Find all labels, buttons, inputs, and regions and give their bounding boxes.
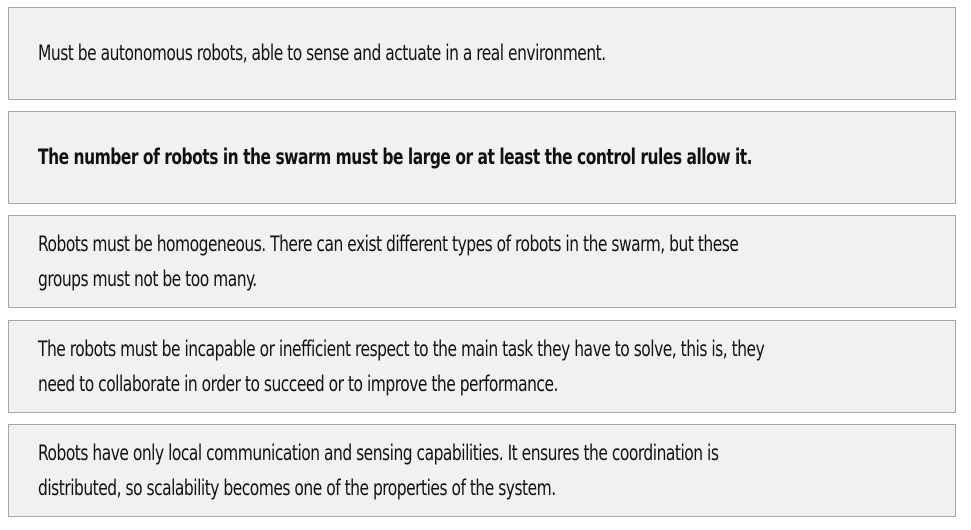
- criterion-box-swarm-size: [8, 111, 956, 204]
- criterion-box-autonomy: [8, 7, 956, 100]
- criterion-text: Robots have only local communication and sensing capabilities. It ensures the coordination is distributed, so scalability becomes one of the properties of the system.: [38, 440, 719, 500]
- criterion-text: Robots must be homogeneous. There can exist different types of robots in the swarm, but these groups must not be too many.: [38, 231, 739, 291]
- criterion-box-homogeneity: [8, 215, 956, 308]
- criterion-box-local-communication: [8, 424, 956, 517]
- criterion-text: Must be autonomous robots, able to sense and actuate in a real environment.: [38, 41, 606, 65]
- criterion-text: The robots must be incapable or inefficient respect to the main task they have to solve, this is, they need to collaborate in order to succeed or to improve the performance.: [38, 336, 765, 396]
- criterion-box-collaboration: [8, 320, 956, 413]
- criterion-text: The number of robots in the swarm must be large or at least the control rules allow it.: [38, 145, 753, 169]
